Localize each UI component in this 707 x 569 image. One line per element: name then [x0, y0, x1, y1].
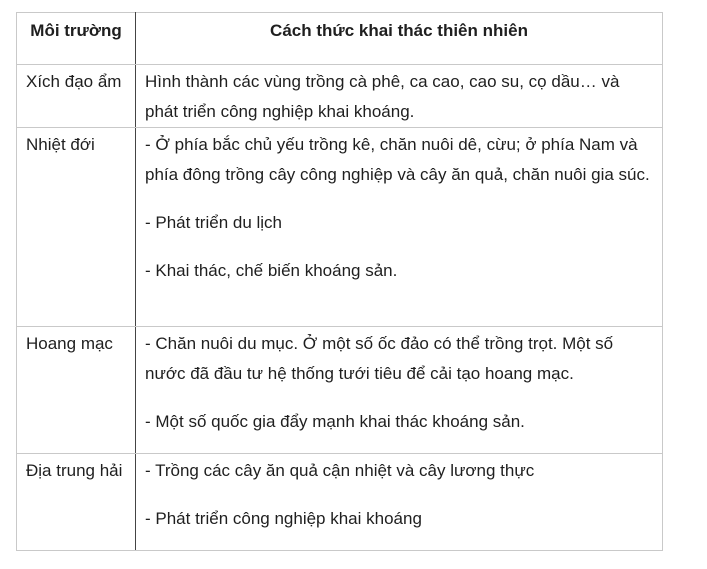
method-cell	[136, 65, 663, 128]
method-cell	[136, 327, 663, 454]
table-row	[17, 128, 663, 327]
environment-cell: Nhiệt đới	[17, 128, 136, 327]
header-exploitation-method: Cách thức khai thác thiên nhiên	[136, 13, 663, 65]
method-text: Hình thành các vùng trồng cà phê, ca cao, cao su, cọ dầu… và phát triển công nghiệp khai khoáng.	[145, 72, 620, 121]
table-row	[17, 65, 663, 128]
environment-cell: Hoang mạc	[17, 327, 136, 454]
table-row	[17, 327, 663, 454]
method-text: - Phát triển công nghiệp khai khoáng	[145, 509, 422, 528]
method-text: - Một số quốc gia đẩy mạnh khai thác khoáng sản.	[145, 412, 525, 431]
table-row	[17, 454, 663, 551]
environment-exploitation-table	[16, 12, 663, 551]
method-text: - Chăn nuôi du mục. Ở một số ốc đảo có thể trồng trọt. Một số nước đã đầu tư hệ thống tưới tiêu để cải tạo hoang mạc.	[145, 334, 614, 383]
header-environment: Môi trường	[17, 13, 136, 65]
environment-cell: Địa trung hải	[17, 454, 136, 551]
table-header-row	[17, 13, 663, 65]
method-text: - Trồng các cây ăn quả cận nhiệt và cây lương thực	[145, 461, 535, 480]
method-cell	[136, 454, 663, 551]
method-text: - Phát triển du lịch	[145, 213, 283, 232]
method-cell	[136, 128, 663, 327]
method-text: - Khai thác, chế biến khoáng sản.	[145, 261, 398, 280]
environment-cell: Xích đạo ẩm	[17, 65, 136, 128]
method-text: - Ở phía bắc chủ yếu trồng kê, chăn nuôi dê, cừu; ở phía Nam và phía đông trồng cây công nghiệp và cây ăn quả, chăn nuôi gia súc.	[145, 135, 650, 184]
